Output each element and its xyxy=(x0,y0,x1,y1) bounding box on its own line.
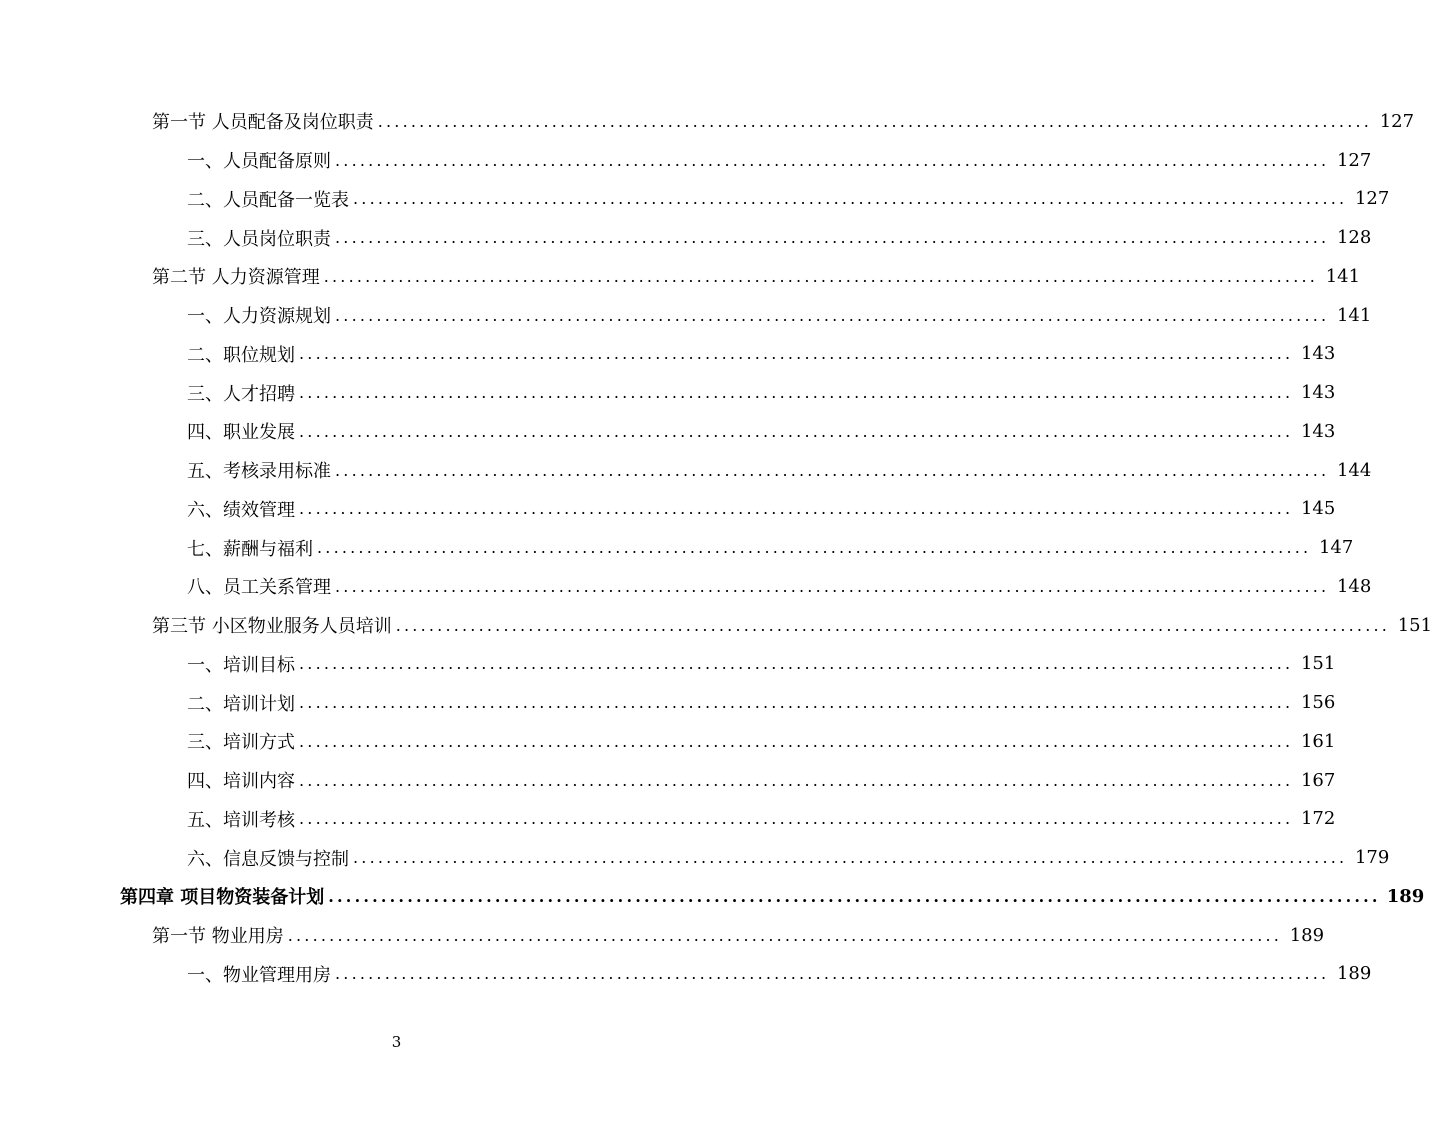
toc-subsection-entry[interactable] xyxy=(0,800,1336,839)
toc-section-entry[interactable] xyxy=(0,102,1415,141)
toc-subsection-entry[interactable] xyxy=(0,180,1390,219)
toc-subsection-entry[interactable] xyxy=(0,412,1336,451)
toc-subsection-entry[interactable] xyxy=(0,335,1336,374)
toc-entry-label: 六、信息反馈与控制 xyxy=(187,845,351,871)
toc-entry-label: 一、人力资源规划 xyxy=(187,302,333,328)
page-number: 3 xyxy=(391,1033,402,1051)
toc-entry-label: 四、职业发展 xyxy=(187,418,297,444)
toc-subsection-entry[interactable] xyxy=(0,838,1390,877)
toc-dot-leader: ........................................................................................................................ xyxy=(328,886,1381,906)
toc-entry-page: 189 xyxy=(1289,924,1325,946)
toc-dot-leader: ........................................................................................................................ xyxy=(299,383,1294,403)
toc-dot-leader: ........................................................................................................................ xyxy=(287,925,1283,945)
toc-subsection-entry[interactable] xyxy=(0,218,1372,257)
toc-subsection-entry[interactable] xyxy=(0,296,1372,335)
toc-chapter-entry[interactable] xyxy=(0,877,1425,916)
toc-dot-leader: ........................................................................................................................ xyxy=(335,460,1330,480)
toc-dot-leader: ........................................................................................................................ xyxy=(299,809,1294,829)
toc-entry-label: 三、人才招聘 xyxy=(187,380,297,406)
toc-entry-page: 151 xyxy=(1300,653,1336,675)
toc-dot-leader: ........................................................................................................................ xyxy=(353,189,1348,209)
toc-entry-label: 三、培训方式 xyxy=(187,728,297,754)
toc-entry-label: 第四章 项目物资装备计划 xyxy=(120,883,326,909)
toc-section-entry[interactable] xyxy=(0,606,1432,645)
toc-entry-page: 147 xyxy=(1318,537,1354,559)
toc-entry-page: 179 xyxy=(1354,847,1390,869)
toc-subsection-entry[interactable] xyxy=(0,683,1336,722)
toc-entry-page: 127 xyxy=(1336,149,1372,171)
toc-dot-leader: ........................................................................................................................ xyxy=(335,576,1330,596)
toc-entry-label: 三、人员岗位职责 xyxy=(187,225,333,251)
toc-subsection-entry[interactable] xyxy=(0,645,1336,684)
toc-dot-leader: ........................................................................................................................ xyxy=(323,266,1319,286)
toc-entry-label: 一、物业管理用房 xyxy=(187,961,333,987)
toc-subsection-entry[interactable] xyxy=(0,567,1372,606)
toc-entry-page: 156 xyxy=(1300,692,1336,714)
toc-entry-page: 143 xyxy=(1300,420,1336,442)
toc-entry-page: 143 xyxy=(1300,343,1336,365)
toc-subsection-entry[interactable] xyxy=(0,761,1336,800)
toc-dot-leader: ........................................................................................................................ xyxy=(299,654,1294,674)
toc-entry-page: 161 xyxy=(1300,730,1336,752)
toc-dot-leader: ........................................................................................................................ xyxy=(335,150,1330,170)
toc-entry-label: 七、薪酬与福利 xyxy=(187,535,315,561)
toc-entry-label: 第三节 小区物业服务人员培训 xyxy=(152,612,394,638)
toc-subsection-entry[interactable] xyxy=(0,141,1372,180)
toc-entry-page: 127 xyxy=(1354,188,1390,210)
toc-entry-label: 第二节 人力资源管理 xyxy=(152,263,322,289)
toc-entry-label: 二、培训计划 xyxy=(187,690,297,716)
toc-dot-leader: ........................................................................................................................ xyxy=(317,538,1312,558)
toc-section-entry[interactable] xyxy=(0,257,1361,296)
toc-entry-page: 127 xyxy=(1379,110,1415,132)
toc-entry-label: 六、绩效管理 xyxy=(187,496,297,522)
toc-dot-leader: ........................................................................................................................ xyxy=(299,770,1294,790)
toc-entry-label: 一、人员配备原则 xyxy=(187,147,333,173)
toc-entry-label: 八、员工关系管理 xyxy=(187,573,333,599)
toc-entry-page: 143 xyxy=(1300,382,1336,404)
toc-dot-leader: ........................................................................................................................ xyxy=(335,228,1330,248)
toc-entry-page: 144 xyxy=(1336,459,1372,481)
toc-entry-page: 128 xyxy=(1336,227,1372,249)
toc-subsection-entry[interactable] xyxy=(0,722,1336,761)
toc-entry-page: 167 xyxy=(1300,769,1336,791)
toc-subsection-entry[interactable] xyxy=(0,490,1336,529)
toc-entry-page: 141 xyxy=(1336,304,1372,326)
toc-subsection-entry[interactable] xyxy=(0,451,1372,490)
toc-dot-leader: ........................................................................................................................ xyxy=(353,848,1348,868)
toc-subsection-entry[interactable] xyxy=(0,955,1372,994)
toc-subsection-entry[interactable] xyxy=(0,528,1354,567)
toc-entry-label: 第一节 人员配备及岗位职责 xyxy=(152,108,376,134)
toc-dot-leader: ........................................................................................................................ xyxy=(299,499,1294,519)
toc-entry-label: 第一节 物业用房 xyxy=(152,922,286,948)
toc-section-entry[interactable] xyxy=(0,916,1325,955)
toc-entry-page: 145 xyxy=(1300,498,1336,520)
toc-entry-page: 151 xyxy=(1397,614,1432,636)
toc-entry-label: 四、培训内容 xyxy=(187,767,297,793)
toc-dot-leader: ........................................................................................................................ xyxy=(377,111,1373,131)
toc-dot-leader: ........................................................................................................................ xyxy=(335,305,1330,325)
toc-entry-label: 二、人员配备一览表 xyxy=(187,186,351,212)
toc-entry-label: 一、培训目标 xyxy=(187,651,297,677)
toc-dot-leader: ........................................................................................................................ xyxy=(395,615,1391,635)
toc-dot-leader: ........................................................................................................................ xyxy=(335,964,1330,984)
toc-entry-page: 148 xyxy=(1336,575,1372,597)
toc-dot-leader: ........................................................................................................................ xyxy=(299,731,1294,751)
toc-entry-page: 172 xyxy=(1300,808,1336,830)
toc-entry-label: 五、培训考核 xyxy=(187,806,297,832)
toc-dot-leader: ........................................................................................................................ xyxy=(299,693,1294,713)
toc-entry-label: 二、职位规划 xyxy=(187,341,297,367)
toc-dot-leader: ........................................................................................................................ xyxy=(299,344,1294,364)
table-of-contents xyxy=(0,102,1432,993)
toc-entry-page: 141 xyxy=(1325,265,1361,287)
toc-entry-label: 五、考核录用标准 xyxy=(187,457,333,483)
toc-entry-page: 189 xyxy=(1386,885,1425,907)
toc-dot-leader: ........................................................................................................................ xyxy=(299,421,1294,441)
toc-subsection-entry[interactable] xyxy=(0,373,1336,412)
toc-entry-page: 189 xyxy=(1336,963,1372,985)
